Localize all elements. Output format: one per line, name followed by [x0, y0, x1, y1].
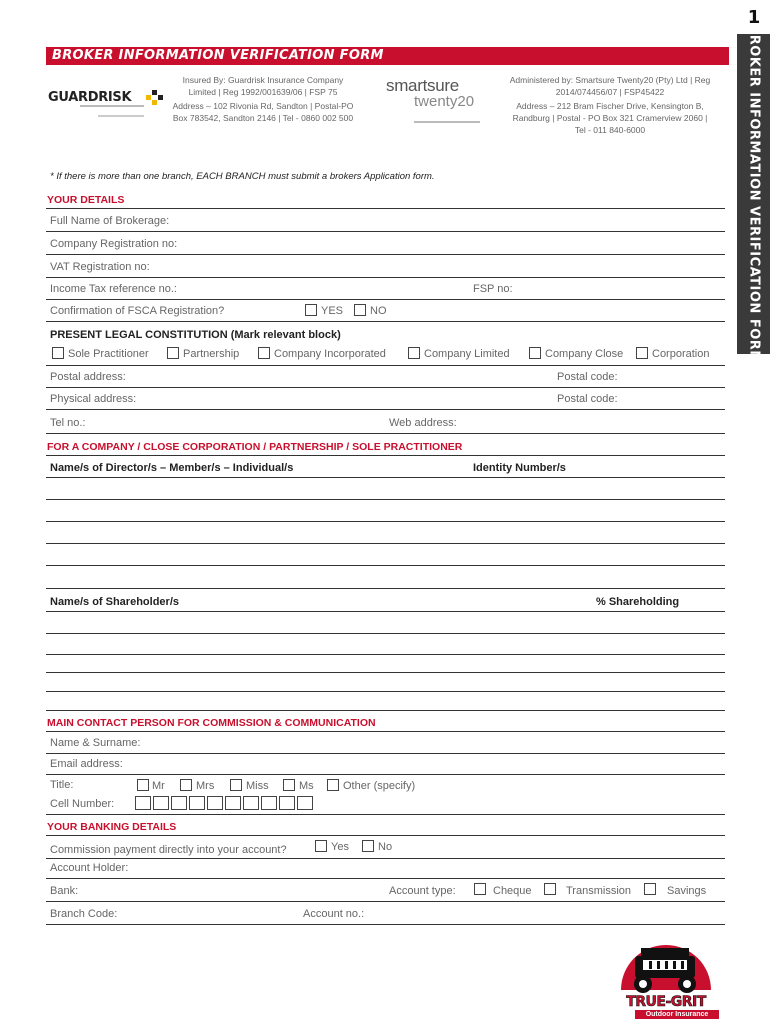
commission-no-checkbox[interactable]	[362, 840, 374, 852]
director-line-3[interactable]	[46, 543, 725, 544]
income-tax-field[interactable]	[46, 299, 725, 300]
shareholder-line-1[interactable]	[46, 633, 725, 634]
partnership-label: Partnership	[183, 348, 240, 360]
fsca-yes-checkbox[interactable]	[305, 304, 317, 316]
company-limited-checkbox[interactable]	[408, 347, 420, 359]
guardrisk-logo	[48, 88, 168, 124]
title-miss-label: Miss	[246, 780, 269, 792]
id-numbers-label: Identity Number/s	[473, 462, 566, 474]
company-close-checkbox[interactable]	[529, 347, 541, 359]
title-ms-checkbox[interactable]	[283, 779, 295, 791]
sole-practitioner-label: Sole Practitioner	[68, 348, 149, 360]
title-ms-label: Ms	[299, 780, 314, 792]
guardrisk-insured-by: Insured By: Guardrisk Insurance Company Limited | Reg 1992/001639/06 | FSP 75	[182, 75, 344, 97]
sidebar-title: BROKER INFORMATION VERIFICATION FORM	[746, 24, 761, 364]
jeep-emblem-icon	[605, 930, 727, 1000]
shareholder-line-2[interactable]	[46, 654, 725, 655]
company-limited-label: Company Limited	[424, 348, 510, 360]
company-incorporated-label: Company Incorporated	[274, 348, 386, 360]
branch-code-field[interactable]	[46, 924, 725, 925]
account-type-label: Account type:	[389, 885, 456, 897]
contact-heading: MAIN CONTACT PERSON FOR COMMISSION & COMMUNICATION	[47, 717, 376, 729]
shareholder-line-3[interactable]	[46, 672, 725, 673]
smartsure-address: Address – 212 Bram Fischer Drive, Kensington B, Randburg | Postal - PO Box 321 Cramerview 2060 | Tel - 011 840-6000	[512, 101, 708, 135]
income-tax-label: Income Tax reference no.:	[50, 283, 177, 295]
banking-heading: YOUR BANKING DETAILS	[47, 821, 177, 833]
contact-email-field[interactable]	[46, 774, 725, 775]
fsca-yes-label: YES	[321, 305, 344, 317]
page-number: 1	[747, 6, 761, 28]
tel-field[interactable]	[46, 433, 725, 434]
commission-yes-checkbox[interactable]	[315, 840, 327, 852]
guardrisk-logo-text: GUARDRISK	[48, 90, 132, 105]
account-holder-label: Account Holder:	[50, 862, 129, 874]
commission-yes-label: Yes	[331, 841, 349, 853]
sole-practitioner-checkbox[interactable]	[52, 347, 64, 359]
vat-label: VAT Registration no:	[50, 261, 150, 273]
fsca-no-checkbox[interactable]	[354, 304, 366, 316]
your-details-heading: YOUR DETAILS	[47, 194, 125, 206]
company-close-label: Company Close	[545, 348, 624, 360]
transmission-label: Transmission	[566, 885, 631, 897]
company-reg-field[interactable]	[46, 254, 725, 255]
transmission-checkbox[interactable]	[544, 883, 556, 895]
title-label: Title:	[50, 779, 74, 791]
fsca-label: Confirmation of FSCA Registration?	[50, 305, 225, 317]
guardrisk-address: Address – 102 Rivonia Rd, Sandton | Postal-PO Box 783542, Sandton 2146 | Tel - 0860 002 500	[172, 101, 354, 123]
title-mr-label: Mr	[152, 780, 165, 792]
title-other-label: Other (specify)	[343, 780, 416, 792]
director-line-5[interactable]	[46, 588, 725, 589]
company-reg-label: Company Registration no:	[50, 238, 178, 250]
physical-address-label: Physical address:	[50, 393, 137, 405]
postal-address-label: Postal address:	[50, 371, 126, 383]
shareholder-line-4[interactable]	[46, 691, 725, 692]
contact-email-label: Email address:	[50, 758, 123, 770]
director-line-1[interactable]	[46, 499, 725, 500]
bank-label: Bank:	[50, 885, 79, 897]
shareholders-label: Name/s of Shareholder/s	[50, 596, 179, 608]
contact-name-field[interactable]	[46, 753, 725, 754]
smartsure-administered-by: Administered by: Smartsure Twenty20 (Pty) Ltd | Reg 2014/074456/07 | FSP45422	[509, 75, 711, 97]
physical-code-label: Postal code:	[557, 393, 618, 405]
shareholding-label: % Shareholding	[596, 596, 680, 608]
postal-code-label: Postal code:	[557, 371, 618, 383]
form-title: BROKER INFORMATION VERIFICATION FORM	[52, 48, 384, 63]
web-address-label: Web address:	[389, 417, 457, 429]
sidebar-banner	[737, 24, 770, 364]
smartsure-logo-bottom: twenty20	[414, 93, 475, 110]
account-holder-field[interactable]	[46, 878, 725, 879]
contact-name-label: Name & Surname:	[50, 737, 141, 749]
cheque-checkbox[interactable]	[474, 883, 486, 895]
fsp-label: FSP no:	[473, 283, 513, 295]
postal-address-field[interactable]	[46, 387, 725, 388]
smartsure-logo	[386, 76, 486, 128]
title-miss-checkbox[interactable]	[230, 779, 242, 791]
cell-number-boxes[interactable]	[135, 796, 313, 810]
cell-number-label: Cell Number:	[50, 798, 115, 810]
bank-field[interactable]	[46, 901, 725, 902]
commission-label: Commission payment directly into your account?	[50, 844, 287, 856]
guardrisk-cubes-icon	[146, 90, 164, 106]
title-mrs-label: Mrs	[196, 780, 215, 792]
tel-label: Tel no.:	[50, 417, 86, 429]
director-line-2[interactable]	[46, 521, 725, 522]
full-name-field[interactable]	[46, 231, 725, 232]
branch-code-label: Branch Code:	[50, 908, 118, 920]
director-line-4[interactable]	[46, 565, 725, 566]
company-incorporated-checkbox[interactable]	[258, 347, 270, 359]
commission-no-label: No	[378, 841, 393, 853]
shareholder-line-5[interactable]	[46, 710, 725, 711]
true-grit-logo	[605, 930, 727, 1020]
physical-address-field[interactable]	[46, 409, 725, 410]
true-grit-logo-text: TRUE-GRIT	[626, 994, 706, 1010]
partnership-checkbox[interactable]	[167, 347, 179, 359]
savings-label: Savings	[667, 885, 707, 897]
smartsure-logo-top: smartsure	[386, 76, 459, 95]
branch-note: * If there is more than one branch, EACH BRANCH must submit a brokers Application form.	[50, 171, 435, 182]
title-mrs-checkbox[interactable]	[180, 779, 192, 791]
form-title-bar	[46, 47, 729, 65]
title-other-checkbox[interactable]	[327, 779, 339, 791]
corporation-label: Corporation	[652, 348, 710, 360]
constitution-heading: PRESENT LEGAL CONSTITUTION (Mark relevant block)	[50, 329, 341, 341]
corporation-checkbox[interactable]	[636, 347, 648, 359]
title-mr-checkbox[interactable]	[137, 779, 149, 791]
full-name-label: Full Name of Brokerage:	[50, 215, 170, 227]
company-section-heading: FOR A COMPANY / CLOSE CORPORATION / PARTNERSHIP / SOLE PRACTITIONER	[47, 441, 463, 453]
savings-checkbox[interactable]	[644, 883, 656, 895]
fsca-no-label: NO	[370, 305, 387, 317]
account-no-label: Account no.:	[303, 908, 365, 920]
directors-label: Name/s of Director/s – Member/s – Individual/s	[50, 462, 294, 474]
cheque-label: Cheque	[493, 885, 532, 897]
true-grit-tagline: Outdoor Insurance	[635, 1010, 719, 1019]
vat-field[interactable]	[46, 277, 725, 278]
